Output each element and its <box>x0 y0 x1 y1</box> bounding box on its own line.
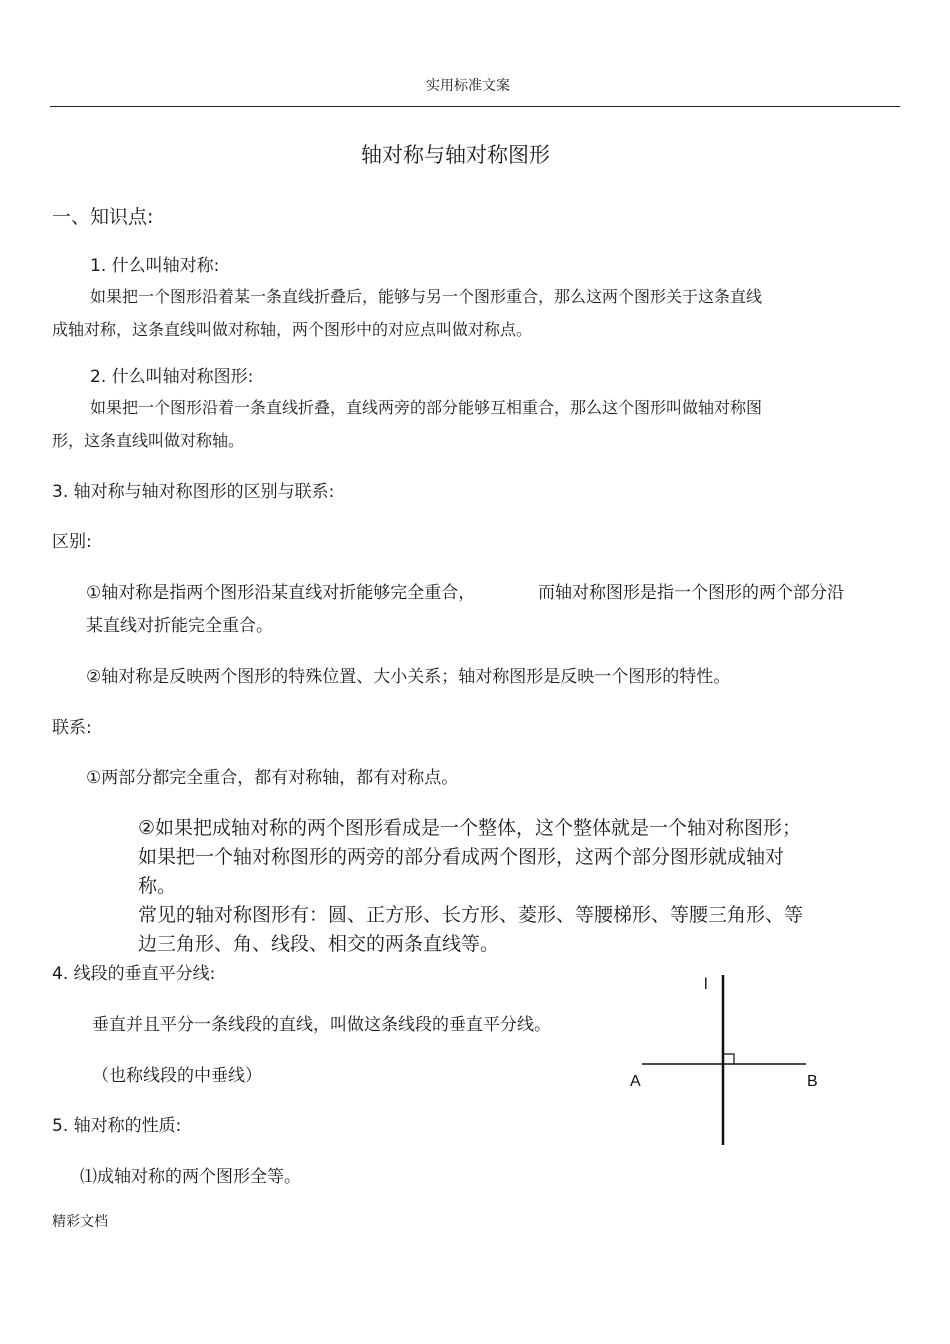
page-title: 轴对称与轴对称图形 <box>361 143 550 167</box>
common-shapes-line1: 常见的轴对称图形有：圆、正方形、长方形、菱形、等腰梯形、等腰三角形、等 <box>138 904 804 926</box>
item3-heading: 3. 轴对称与轴对称图形的区别与联系: <box>52 482 335 502</box>
connection-1: ①两部分都完全重合，都有对称轴，都有对称点。 <box>86 768 459 788</box>
item5-heading: 5. 轴对称的性质: <box>52 1116 182 1136</box>
item2-text-line2: 形，这条直线叫做对称轴。 <box>52 431 245 450</box>
item4-heading: 4. 线段的垂直平分线: <box>52 964 216 984</box>
item2-heading: 2. 什么叫轴对称图形: <box>90 367 254 387</box>
difference-1-part-a: ①轴对称是指两个图形沿某直线对折能够完全重合， <box>86 583 476 603</box>
page-footer: 精彩文档 <box>52 1214 108 1230</box>
connection-2-line3: 称。 <box>138 875 177 897</box>
right-angle-marker <box>723 1054 734 1064</box>
item1-heading: 1. 什么叫轴对称: <box>90 256 220 276</box>
item1-text-line1: 如果把一个图形沿着某一条直线折叠后，能够与另一个图形重合，那么这两个图形关于这条直线 <box>90 287 763 306</box>
label-b: B <box>807 1073 818 1090</box>
header-divider <box>50 106 900 107</box>
connection-2-line1: ②如果把成轴对称的两个图形看成是一个整体，这个整体就是一个轴对称图形； <box>138 817 802 839</box>
item4-alias: （也称线段的中垂线） <box>92 1066 262 1086</box>
perpendicular-bisector-figure <box>620 965 820 1150</box>
common-shapes-line2: 边三角形、角、线段、相交的两条直线等。 <box>138 933 500 955</box>
page-header: 实用标准文案 <box>426 78 510 94</box>
label-l: l <box>704 976 708 993</box>
label-a: A <box>630 1073 641 1090</box>
item5-property-1: ⑴成轴对称的两个图形全等。 <box>80 1167 301 1187</box>
item4-definition: 垂直并且平分一条线段的直线，叫做这条线段的垂直平分线。 <box>92 1015 551 1035</box>
item1-text-line2: 成轴对称，这条直线叫做对称轴，两个图形中的对应点叫做对称点。 <box>52 320 533 339</box>
section-heading-knowledge: 一、知识点: <box>52 206 154 228</box>
connection-2-line2: 如果把一个轴对称图形的两旁的部分看成两个图形，这两个部分图形就成轴对 <box>138 846 785 868</box>
difference-1-part-b: 而轴对称图形是指一个图形的两个部分沿 <box>538 583 844 603</box>
difference-2: ②轴对称是反映两个图形的特殊位置、大小关系；轴对称图形是反映一个图形的特性。 <box>86 667 731 687</box>
difference-label: 区别: <box>52 532 92 552</box>
item2-text-line1: 如果把一个图形沿着一条直线折叠，直线两旁的部分能够互相重合，那么这个图形叫做轴对称图 <box>90 398 763 417</box>
connection-label: 联系: <box>52 718 92 738</box>
difference-1-part-c: 某直线对折能完全重合。 <box>86 616 273 636</box>
